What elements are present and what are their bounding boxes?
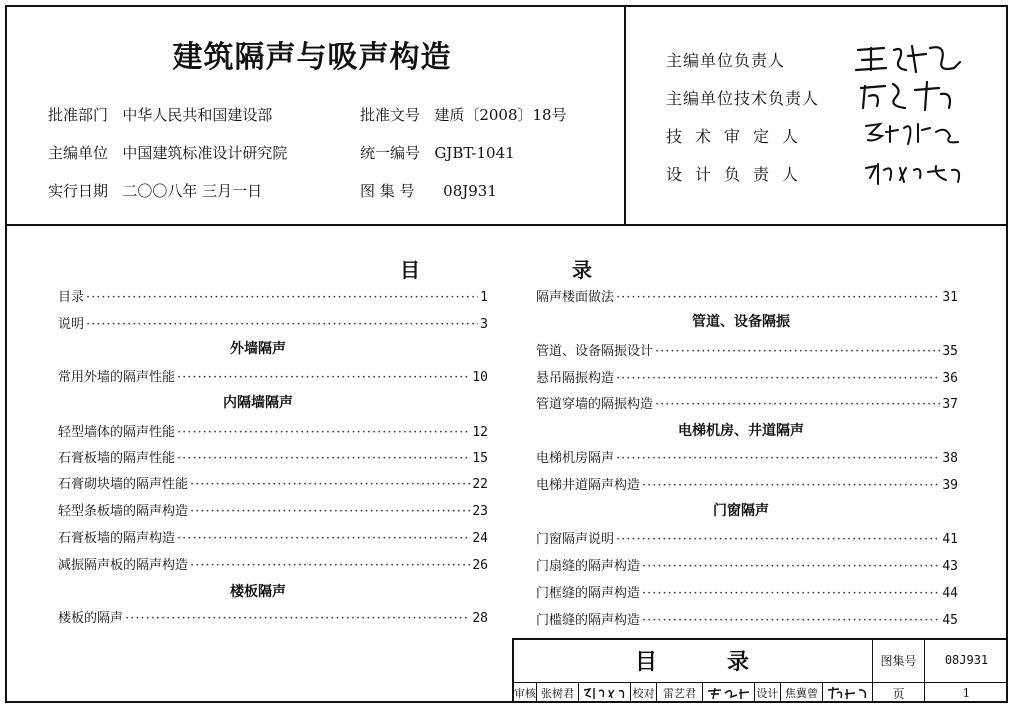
atlas-no-label: 图集号: [880, 653, 917, 668]
toc-entry[interactable]: 减振隔声板的隔声构造 ····· 26: [58, 554, 488, 572]
checker-name: 雷艺君: [663, 687, 696, 700]
cover-divider: [5, 224, 1008, 226]
toc-entry[interactable]: 悬吊隔振构造 ····· 36: [536, 367, 958, 385]
review-label: 审核: [514, 687, 536, 700]
chief-tech-leader-label: 主编单位技术负责人: [666, 89, 820, 108]
atlas-number: 图 集 号 08J931: [360, 182, 497, 200]
toc-entry[interactable]: 石膏砌块墙的隔声性能 ····· 22: [58, 473, 488, 491]
toc-entry[interactable]: 楼板的隔声 ····· 28: [58, 607, 488, 625]
signature-icon: [860, 158, 970, 188]
toc-section-heading: 管道、设备隔振: [692, 314, 790, 330]
check-label: 校对: [632, 687, 655, 700]
toc-entry[interactable]: 电梯机房隔声 ····· 38: [536, 447, 958, 465]
atlas-title: 建筑隔声与吸声构造: [172, 40, 452, 75]
cover-vertical-divider: [624, 5, 626, 224]
toc-section-heading: 门窗隔声: [713, 503, 769, 519]
chief-unit-leader-label: 主编单位负责人: [666, 51, 786, 70]
title-block-title: 目 录: [634, 649, 750, 675]
designer-name: 焦冀曾: [785, 687, 818, 700]
toc-section-heading: 楼板隔声: [230, 584, 286, 600]
toc-entry[interactable]: 隔声楼面做法 ····· 31: [536, 286, 958, 304]
signature-icon: [581, 685, 629, 701]
toc-entry[interactable]: 门窗隔声说明 ····· 41: [536, 528, 958, 546]
signature-icon: [850, 38, 970, 78]
toc-heading-right: 录: [572, 258, 592, 282]
checker-signature: [703, 683, 754, 703]
toc-heading-left: 目: [400, 258, 420, 282]
title-block: [512, 638, 1008, 703]
page-number: 1: [962, 686, 971, 700]
toc-entry[interactable]: 目录 ····· 1: [58, 286, 488, 304]
signature-icon: [860, 118, 970, 148]
toc-section-heading: 内隔墙隔声: [223, 395, 293, 411]
toc-entry[interactable]: 电梯井道隔声构造 ····· 39: [536, 474, 958, 492]
design-leader-label: 设计负责人: [666, 165, 812, 184]
toc-section-heading: 电梯机房、井道隔声: [678, 423, 804, 439]
toc-section-heading: 外墙隔声: [230, 341, 286, 357]
atlas-no-value: 08J931: [944, 653, 989, 667]
toc-entry[interactable]: 管道、设备隔振设计 ····· 35: [536, 340, 958, 358]
toc-entry[interactable]: 管道穿墙的隔振构造 ····· 37: [536, 393, 958, 411]
signature-icon: [855, 78, 965, 114]
tech-reviewer-label: 技术审定人: [666, 127, 812, 146]
signature-icon: [705, 685, 753, 701]
toc-entry[interactable]: 说明 ····· 3: [58, 313, 488, 331]
reviewer-name: 张树君: [541, 687, 574, 700]
toc-entry[interactable]: 门槛缝的隔声构造 ····· 45: [536, 609, 958, 627]
designer-signature: [823, 683, 872, 703]
approval-doc-no: 批准文号 建质〔2008〕18号: [360, 106, 567, 124]
reviewer-signature: [579, 683, 630, 703]
effective-date: 实行日期 二〇〇八年 三月一日: [48, 182, 263, 200]
toc-entry[interactable]: 常用外墙的隔声性能 ····· 10: [58, 366, 488, 384]
approval-dept: 批准部门 中华人民共和国建设部: [48, 106, 273, 124]
toc-entry[interactable]: 门框缝的隔声构造 ····· 44: [536, 582, 958, 600]
design-label: 设计: [756, 687, 779, 700]
toc-entry[interactable]: 石膏板墙的隔声构造 ····· 24: [58, 527, 488, 545]
page-label: 页: [892, 686, 905, 701]
toc-entry[interactable]: 门扇缝的隔声构造 ····· 43: [536, 555, 958, 573]
signature-icon: [825, 685, 871, 701]
editor-unit: 主编单位 中国建筑标准设计研究院: [48, 144, 288, 162]
toc-entry[interactable]: 轻型墙体的隔声性能 ····· 12: [58, 421, 488, 439]
toc-entry[interactable]: 轻型条板墙的隔声构造 ····· 23: [58, 500, 488, 518]
toc-entry[interactable]: 石膏板墙的隔声性能 ····· 15: [58, 447, 488, 465]
unified-number: 统一编号 GJBT-1041: [360, 144, 515, 162]
